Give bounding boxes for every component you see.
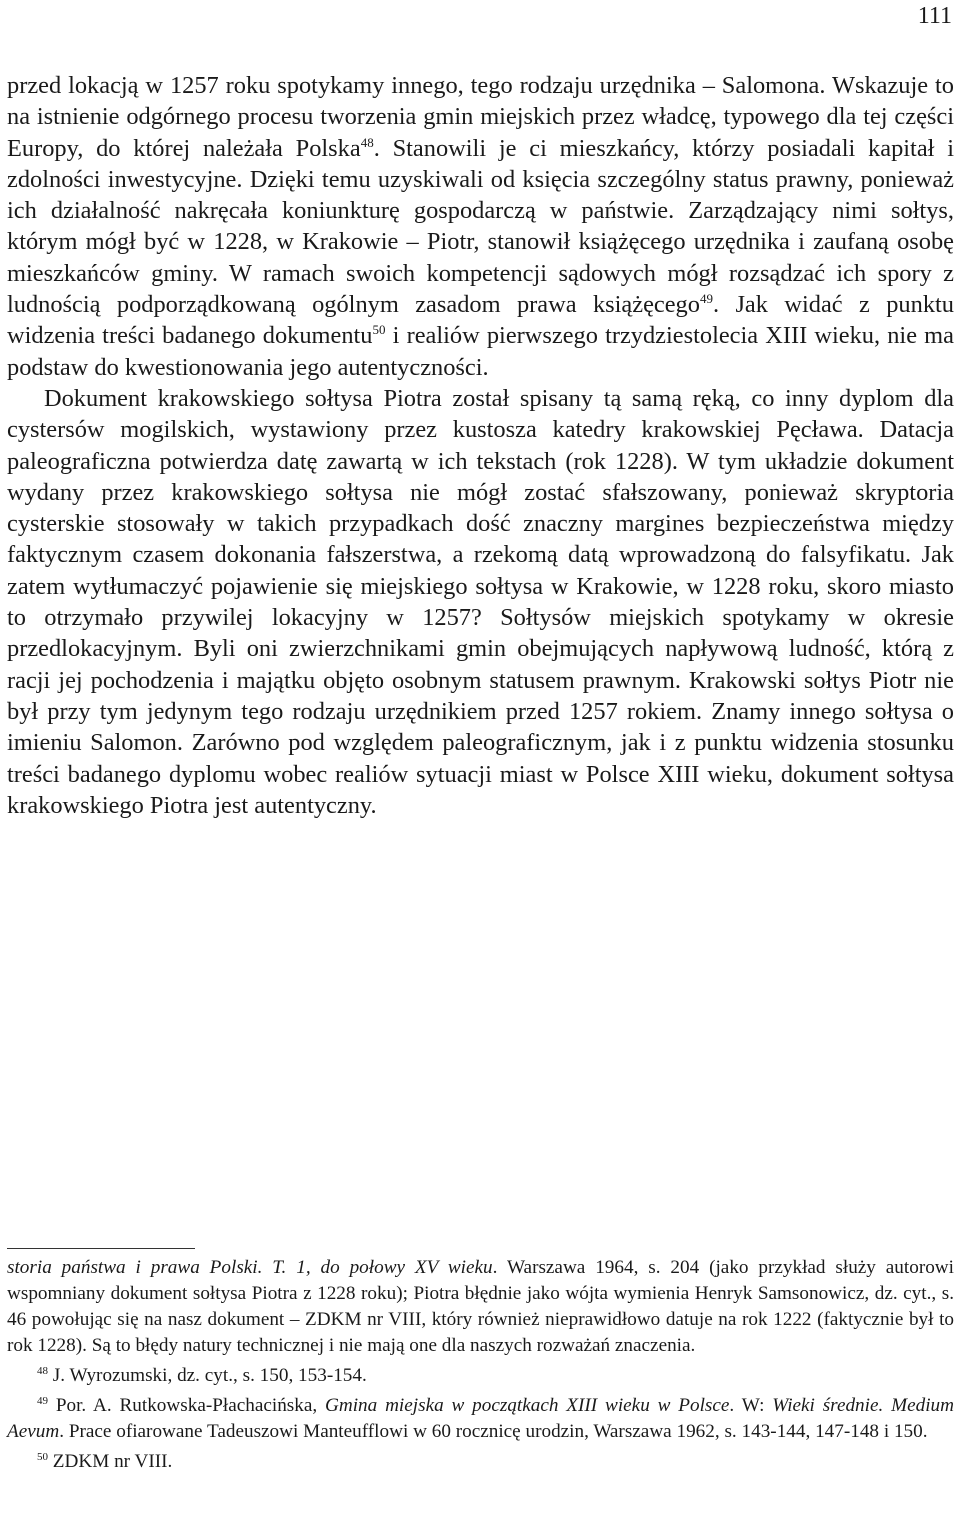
footnote-number: 50 xyxy=(37,1451,48,1463)
text-run: przed lokacją w 1257 roku spotykamy innego, tego rodzaju urzędnika – Salomona. Wskazuje to na istnienie odgórnego procesu tworzenia gmin miejskich przez władcę, typowego dla tej części Europy, do której należała Polska xyxy=(7,72,954,162)
text-run: J. Wyrozumski, dz. cyt., s. 150, 153-154. xyxy=(48,1365,367,1386)
italic-title: Wieki średnie. Medium Aevum xyxy=(7,1395,954,1442)
paragraph xyxy=(7,383,954,821)
footnotes xyxy=(7,1255,954,1475)
main-text xyxy=(7,70,954,821)
text-run: . Prace ofiarowane Tadeuszowi Manteufflowi w 60 rocznicę urodzin, Warszawa 1962, s. 143-144, 147-148 i 150. xyxy=(59,1421,928,1442)
footnote-number: 48 xyxy=(37,1365,48,1377)
text-run: ZDKM nr VIII. xyxy=(48,1451,173,1472)
italic-title: storia państwa i prawa Polski. T. 1, do połowy XV wieku xyxy=(7,1257,493,1278)
footnote-number: 49 xyxy=(37,1395,48,1407)
footnote-continuation xyxy=(7,1255,954,1359)
text-run: . W: xyxy=(729,1395,773,1416)
footnote-ref: 48 xyxy=(360,134,374,150)
footnote-separator xyxy=(7,1248,195,1249)
text-run: . Stanowili je ci mieszkańcy, którzy posiadali kapitał i zdolności inwestycyjne. Dzięki temu uzyskiwali od księcia szczególny status prawny, ponieważ ich działalność nakręcała koniunkturę gospodarczą w państwie. Zarządzający nimi sołtys, którym mógł być w 1228, w Krakowie – Piotr, stanowił książęcego urzędnika i zaufaną osobę mieszkańców gminy. W ramach swoich kompetencji sądowych mógł rozsądzać ich spory z ludnością podporządkowaną ogólnym zasadom prawa książęcego xyxy=(7,134,954,319)
footnote-48 xyxy=(7,1363,954,1389)
text-run: Por. A. Rutkowska-Płachacińska, xyxy=(48,1395,326,1416)
footnote-50 xyxy=(7,1449,954,1475)
footnote-49 xyxy=(7,1393,954,1445)
text-run: . Jak widać z punktu widzenia treści badanego dokumentu xyxy=(7,291,954,350)
page-number: 111 xyxy=(917,3,952,29)
footnote-ref: 49 xyxy=(699,291,713,307)
text-run: Dokument krakowskiego sołtysa Piotra został spisany tą samą ręką, co inny dyplom dla cystersów mogilskich, wystawiony przez kustosza katedry krakowskiej Pęcława. Datacja paleograficzna potwierdza datę zawartą w ich tekstach (rok 1228). W tym układzie dokument wydany przez krakowskiego sołtysa nie mógł zostać sfałszowany, ponieważ skryptoria cysterskie stosowały w takich przypadkach dość znaczny margines bezpieczeństwa między faktycznym czasem dokonania fałszerstwa, a rzekomą datą wprowadzoną do falsyfikatu. Jak zatem wytłumaczyć pojawienie się miejskiego sołtysa w Krakowie, w 1228 roku, skoro miasto to otrzymało przywilej lokacyjny w 1257? Sołtysów miejskich spotykamy w okresie przedlokacyjnym. Byli oni zwierzchnikami gmin obejmujących napływową ludność, którą z racji jej pochodzenia i majątku objęto osobnym statusem prawnym. Krakowski sołtys Piotr nie był przy tym jedynym tego rodzaju urzędnikiem przed 1257 rokiem. Znamy innego sołtysa o imieniu Salomon. Zarówno pod względem paleograficznym, jak i z punktu widzenia stosunku treści badanego dyplomu wobec realiów sytuacji miast w Polsce XIII wieku, dokument sołtysa krakowskiego Piotra jest autentyczny. xyxy=(7,384,954,819)
text-run: . Warszawa 1964, s. 204 (jako przykład służy autorowi wspomniany dokument sołtysa Piotra z 1228 roku); Piotra błędnie jako wójta wymienia Henryk Samsonowicz, dz. cyt., s. 46 powołując się na nasz dokument – ZDKM nr VIII, który również nieprawidłowo datuje na rok 1222 (faktycznie był to rok 1228). Są to błędy natury technicznej i nie mają one dla naszych rozważań znaczenia. xyxy=(7,1257,954,1356)
italic-title: Gmina miejska w początkach XIII wieku w Polsce xyxy=(325,1395,730,1416)
text-run: i realiów pierwszego trzydziestolecia XIII wieku, nie ma podstaw do kwestionowania jego autentyczności. xyxy=(7,322,954,381)
footnote-ref: 50 xyxy=(372,322,386,338)
paragraph xyxy=(7,70,954,383)
